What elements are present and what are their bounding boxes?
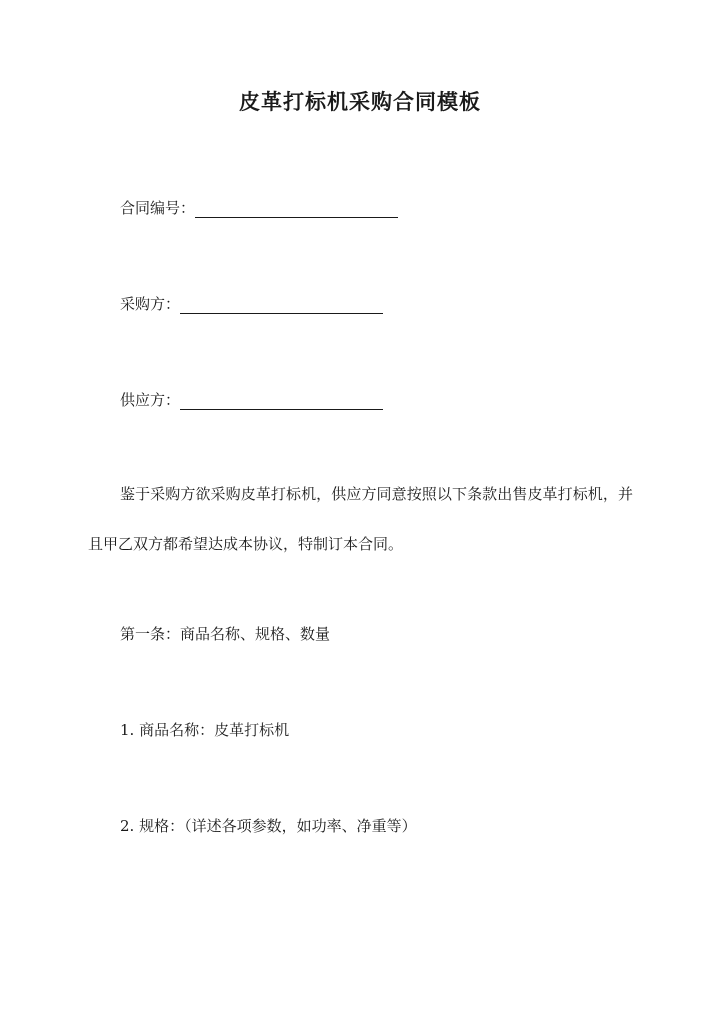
document-title: 皮革打标机采购合同模板 bbox=[239, 89, 481, 114]
contract-number-blank bbox=[195, 201, 398, 218]
buyer-field bbox=[120, 293, 383, 314]
article1-item-name: 1. 商品名称：皮革打标机 bbox=[120, 721, 290, 739]
contract-number-field bbox=[120, 197, 398, 218]
contract-number-label: 合同编号： bbox=[120, 199, 196, 217]
article1-heading: 第一条：商品名称、规格、数量 bbox=[120, 625, 331, 643]
supplier-label: 供应方： bbox=[120, 391, 181, 409]
buyer-blank bbox=[180, 297, 383, 314]
article1-item-spec: 2. 规格：（详述各项参数，如功率、净重等） bbox=[120, 817, 417, 835]
intro-paragraph: 鉴于采购方欲采购皮革打标机，供应方同意按照以下条款出售皮革打标机，并且甲乙双方都希望达成本协议，特制订本合同。 bbox=[88, 485, 633, 553]
supplier-blank bbox=[180, 393, 383, 410]
supplier-field bbox=[120, 389, 383, 410]
buyer-label: 采购方： bbox=[120, 295, 181, 313]
